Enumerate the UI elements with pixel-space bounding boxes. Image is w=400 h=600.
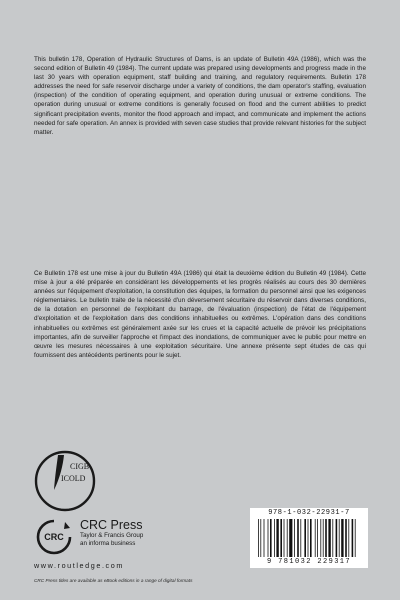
isbn-digits: 9 781032 229317 [266, 558, 351, 566]
cigb-icold-logo [34, 450, 96, 512]
icold-label: ICOLD [61, 474, 86, 483]
description-english: This bulletin 178, Operation of Hydraulic Structures of Dams, is an update of Bulletin 49A (1986), which was the second edition of Bulletin 49 (1984). The current update was prepared using developments and progress made in the last 30 years with operation equipment, staff building and training, and regulatory requirements. Bulletin 178 addresses the need for safe reservoir discharge under a variety of conditions, the dam operator's staffing, evaluation (inspection) of the condition of operating equipment, and operation during unusual or extreme conditions. The operation during unusual or extreme conditions is generally focused on flood and the current abilities to predict significant precipitation events, monitor the flood approach and impact, and communicate and implement the actions needed for safe operation. An annex is provided with seven case studies that provide relevant histories for the subject matter. [34, 56, 366, 136]
isbn-label: 978-1-032-22931-7 [268, 509, 350, 517]
ebook-note: CRC Press titles are available as eBook editions in a range of digital formats [34, 578, 193, 583]
publisher-group: Taylor & Francis Group [80, 532, 144, 539]
dam-shape-icon [54, 455, 64, 490]
barcode-icon [258, 519, 362, 557]
crc-logo-text: CRC [44, 532, 64, 542]
publisher-tagline: an informa business [80, 540, 136, 547]
publisher-block [80, 519, 143, 548]
publisher-url: www.routledge.com [34, 561, 124, 570]
isbn-barcode-box [250, 508, 368, 568]
publisher-name: CRC Press [80, 518, 143, 532]
description-french: Ce Bulletin 178 est une mise à jour du Bulletin 49A (1986) qui était la deuxième édition du Bulletin 49 (1984). Cette mise à jour a été préparée en considérant les développements et les progrès réalisés au cours des 30 dernières années sur l'équipement d'exploitation, la constitution des équipes, la formation du personnel ainsi que les exigences réglementaires. Le bulletin traite de la nécessité d'un déversement sécuritaire du réservoir dans diverses conditions, de la dotation en personnel de l'exploitant du barrage, de l'évaluation (inspection) de l'état de l'équipement d'exploitation et de l'exploitation dans des conditions inhabituelles ou extrêmes. L'opération dans des conditions inhabituelles ou extrêmes est généralement axée sur les crues et la capacité actuelle de prévoir les précipitations importantes, afin de surveiller l'approche et l'impact des inondations, de communiquer avec le public pour mettre en œuvre les mesures nécessaires à une exploitation sécuritaire. Une annexe présente sept études de cas qui fournissent des antécédents pertinents pour le sujet. [34, 270, 366, 359]
crc-press-logo [34, 517, 74, 557]
cigb-label: CIGB [70, 462, 90, 471]
